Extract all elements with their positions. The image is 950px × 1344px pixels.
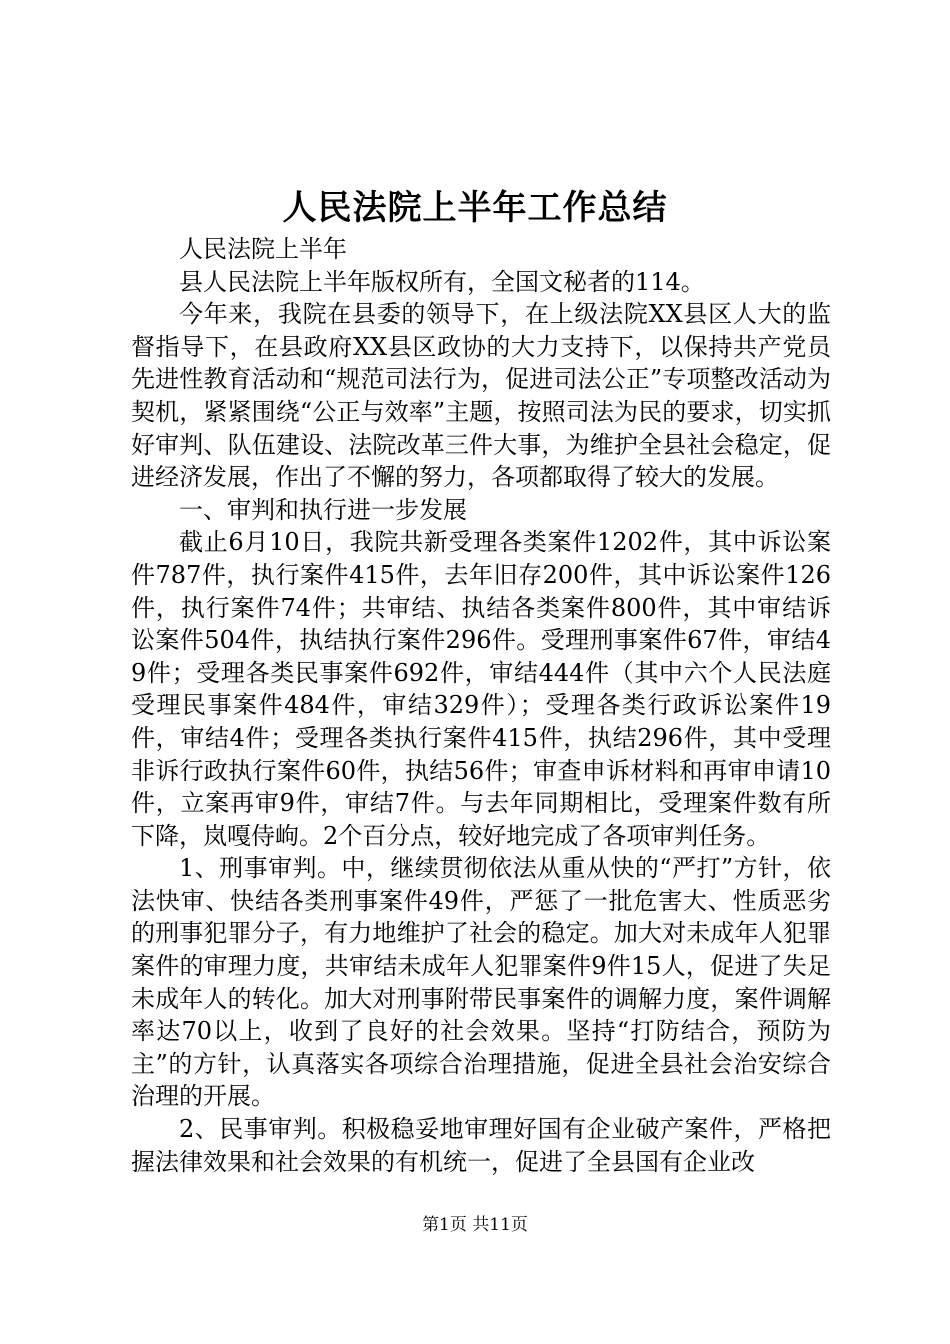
section-heading: 一、审判和执行进一步发展 [179, 495, 467, 524]
document-body [131, 233, 831, 1178]
paragraph-subtitle: 人民法院上半年 [179, 235, 347, 263]
paragraph-criminal-trial: 1、刑事审判。中，继续贯彻依法从重从快的“严打”方针，依法快审、快结各类刑事案件49件，严惩了一批危害大、性质恶劣的刑事犯罪分子，有力地维护了社会的稳定。加大对未成年人犯罪案件的审理力度，共审结未成年人犯罪案件9件15人，促进了失足未成年人的转化。加大对刑事附带民事案件的调解力度，案件调解率达70以上，收到了良好的社会效果。坚持“打防结合，预防为主”的方针，认真落实各项综合治理措施，促进全县社会治安综合治理的开展。 [131, 854, 831, 1111]
paragraph-copyright: 县人民法院上半年版权所有，全国文秘者的114。 [179, 267, 705, 296]
paragraph-statistics: 截止6月10日，我院共新受理各类案件1202件，其中诉讼案件787件，执行案件415件，去年旧存200件，其中诉讼案件126件，执行案件74件；共审结、执结各类案件800件，其中审结诉讼案件504件，执结执行案件296件。受理刑事案件67件，审结49件；受理各类民事案件692件，审结444件（其中六个人民法庭受理民事案件484件，审结329件）；受理各类行政诉讼案件19件，审结4件；受理各类执行案件415件，执结296件，其中受理非诉行政执行案件60件，执结56件；审查申诉材料和再审申请10件，立案再审9件，审结7件。与去年同期相比，受理案件数有所下降，岚嘎侍岣。2个百分点，较好地完成了各项审判任务。 [131, 528, 831, 850]
paragraph-intro: 今年来，我院在县委的领导下，在上级法院XX县区人大的监督指导下，在县政府XX县区政协的大力支持下，以保持共产党员先进性教育活动和“规范司法行为，促进司法公正”专项整改活动为契机，紧紧围绕“公正与效率”主题，按照司法为民的要求，切实抓好审判、队伍建设、法院改革三件大事，为维护全县社会稳定，促进经济发展，作出了不懈的努力，各项都取得了较大的发展。 [131, 300, 831, 492]
paragraph-civil-trial: 2、民事审判。积极稳妥地审理好国有企业破产案件，严格把握法律效果和社会效果的有机统一，促进了全县国有企业改 [131, 1115, 831, 1176]
page-footer: 第1页 共11页 [422, 1215, 528, 1235]
document-title: 人民法院上半年工作总结 [282, 188, 668, 228]
